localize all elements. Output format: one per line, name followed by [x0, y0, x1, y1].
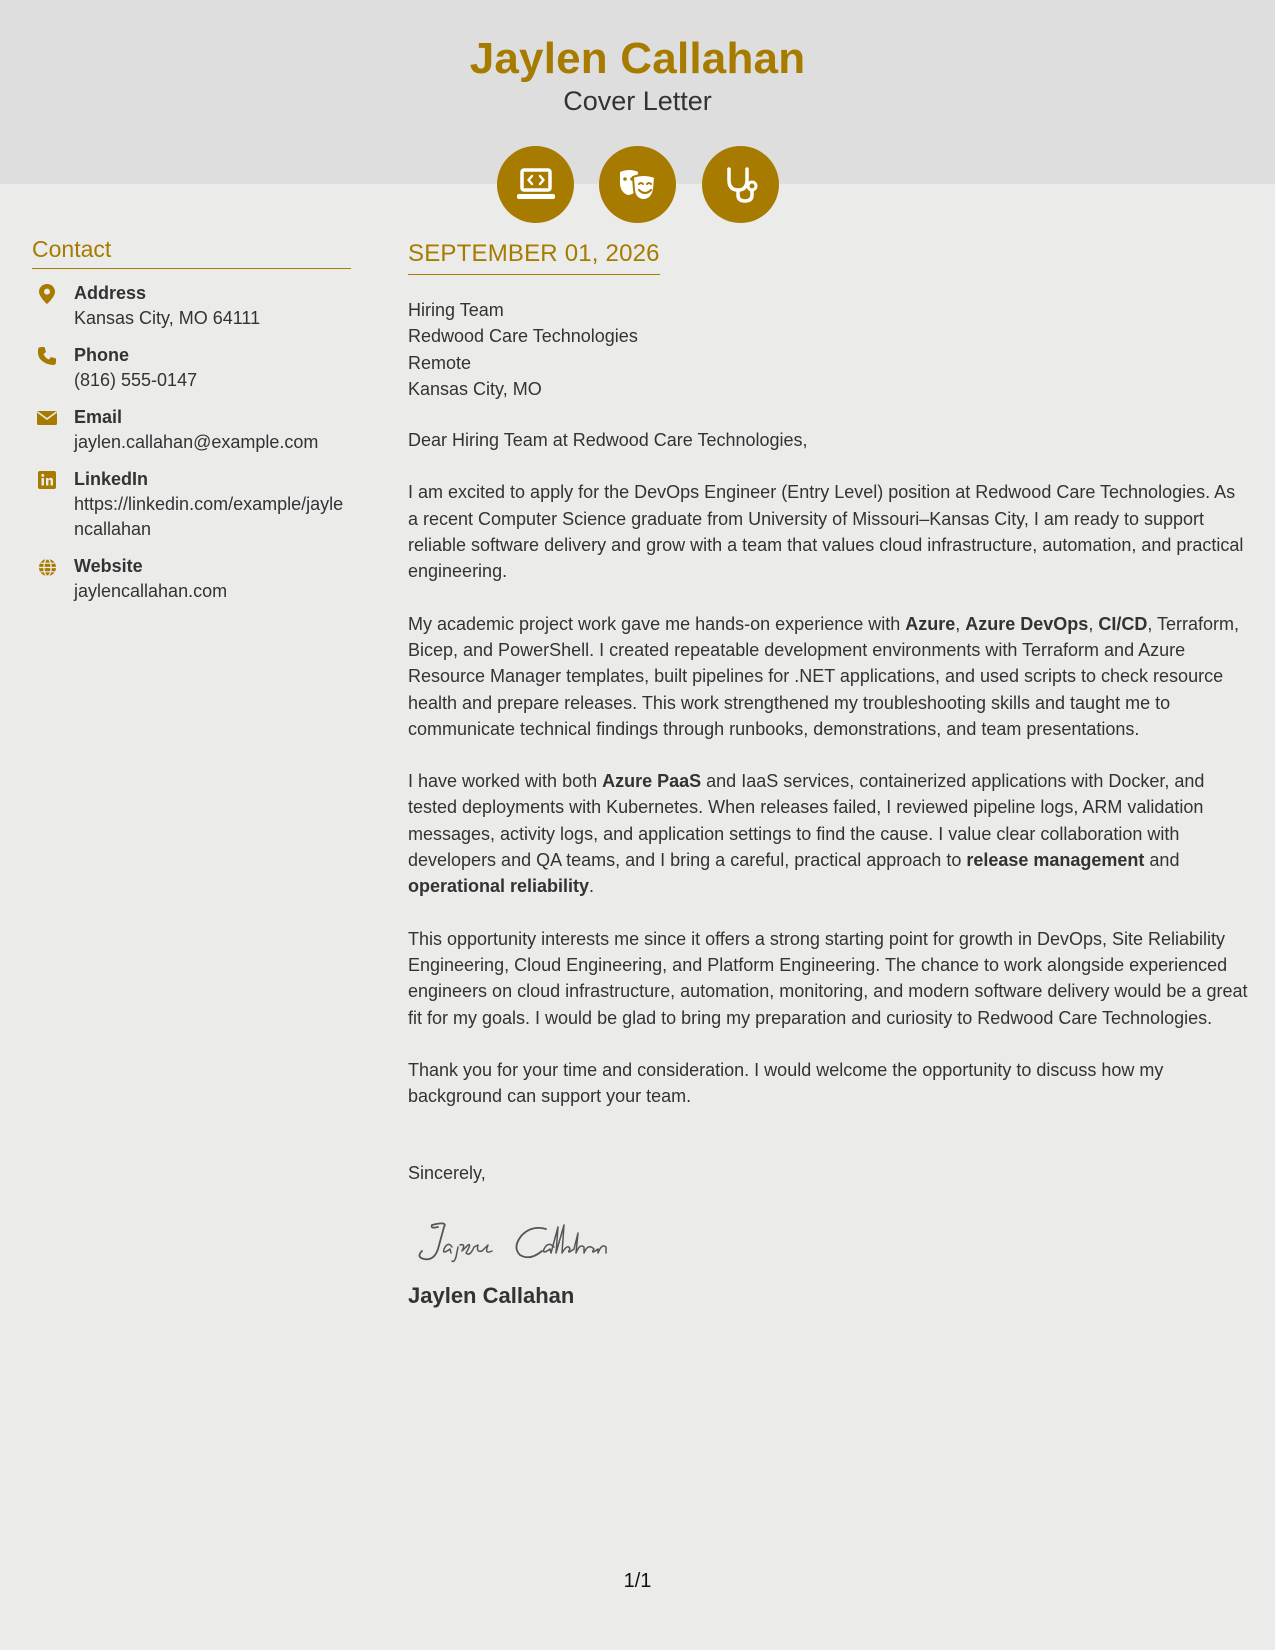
- theater-masks-icon: [599, 146, 676, 223]
- email-label: Email: [74, 407, 123, 427]
- skill-operational-reliability: operational reliability: [408, 876, 590, 897]
- website-label: Website: [74, 556, 143, 576]
- address-label: Address: [74, 283, 147, 303]
- p2-text: , Terraform, Bicep, and PowerShell. I created repeatable development environments with Terraform and Azure Resource Manager templates, built pipelines for .NET applications, and used scripts to check resource health and prepare releases. This work strengthened my troubleshooting skills and taught me to communicate technical findings through runbooks, demonstrations, and team presentations.: [408, 613, 1240, 739]
- document-subtitle: Cover Letter: [563, 86, 712, 116]
- globe-icon: [36, 556, 58, 578]
- stethoscope-icon: [702, 146, 779, 223]
- skill-cicd: CI/CD: [1098, 613, 1148, 634]
- p3-text: .: [589, 876, 595, 897]
- linkedin-value[interactable]: https://linkedin.com/example/jaylencallahan: [74, 494, 344, 539]
- contact-sidebar: [32, 236, 351, 616]
- skill-azure-paas: Azure PaaS: [602, 771, 702, 792]
- contact-section-title: Contact: [32, 236, 351, 269]
- applicant-name: Jaylen Callahan: [469, 34, 806, 83]
- paragraph-2: [408, 611, 1248, 742]
- recipient-line: Redwood Care Technologies: [408, 326, 638, 347]
- contact-address: [32, 281, 351, 331]
- skill-azure: Azure: [905, 613, 956, 634]
- p3-text: I have worked with both: [408, 771, 603, 792]
- p2-text: My academic project work gave me hands-on experience with: [408, 613, 906, 634]
- p2-text: ,: [1088, 613, 1099, 634]
- p3-text: and: [1144, 850, 1180, 871]
- paragraph-3: [408, 768, 1248, 899]
- phone-icon: [36, 345, 58, 367]
- skill-azure-devops: Azure DevOps: [965, 613, 1089, 634]
- laptop-code-icon: [497, 146, 574, 223]
- p3-text: and IaaS services, containerized applications with Docker, and tested deployments with Kubernetes. When releases failed, I reviewed pipeline logs, ARM validation messages, activity logs, and application settings to find the cause. I value clear collaboration with developers and QA teams, and I bring a careful, practical approach to: [408, 771, 1205, 871]
- recipient-block: [408, 297, 1248, 402]
- linkedin-label: LinkedIn: [74, 469, 149, 489]
- envelope-icon: [36, 407, 58, 429]
- skill-release-management: release management: [966, 850, 1145, 871]
- phone-value: (816) 555-0147: [74, 370, 198, 390]
- handwritten-signature: [408, 1217, 1248, 1267]
- email-value[interactable]: jaylen.callahan@example.com: [74, 432, 319, 452]
- phone-label: Phone: [74, 345, 130, 365]
- p2-text: ,: [955, 613, 966, 634]
- paragraph-1: I am excited to apply for the DevOps Engineer (Entry Level) position at Redwood Care Technologies. As a recent Computer Science graduate from University of Missouri–Kansas City, I am ready to support reliable software delivery and grow with a team that values cloud infrastructure, automation, and practical engineering.: [408, 482, 1244, 582]
- paragraph-4: This opportunity interests me since it offers a strong starting point for growth in DevOps, Site Reliability Engineering, Cloud Engineering, and Platform Engineering. The chance to work alongside experienced engineers on cloud infrastructure, automation, monitoring, and modern software delivery would be a great fit for my goals. I would be glad to bring my preparation and curiosity to Redwood Care Technologies.: [408, 928, 1248, 1028]
- recipient-line: Hiring Team: [408, 300, 504, 320]
- signatory-name: Jaylen Callahan: [408, 1282, 575, 1308]
- recipient-line: Kansas City, MO: [408, 378, 542, 399]
- website-value[interactable]: jaylencallahan.com: [74, 581, 228, 601]
- letter-date: SEPTEMBER 01, 2026: [408, 240, 660, 275]
- contact-website: [32, 554, 351, 604]
- recipient-line: Remote: [408, 352, 472, 373]
- salutation: Dear Hiring Team at Redwood Care Technologies,: [408, 430, 808, 451]
- paragraph-5: Thank you for your time and consideration. I would welcome the opportunity to discuss how my background can support your team.: [408, 1059, 1164, 1107]
- contact-email: [32, 405, 351, 455]
- closing: Sincerely,: [408, 1163, 486, 1184]
- letter-body: [408, 240, 1248, 1309]
- linkedin-icon: [36, 469, 58, 491]
- map-pin-icon: [36, 283, 58, 305]
- page-number: 1/1: [623, 1570, 652, 1592]
- address-value: Kansas City, MO 64111: [74, 308, 261, 328]
- contact-phone: [32, 343, 351, 393]
- contact-linkedin: [32, 467, 351, 542]
